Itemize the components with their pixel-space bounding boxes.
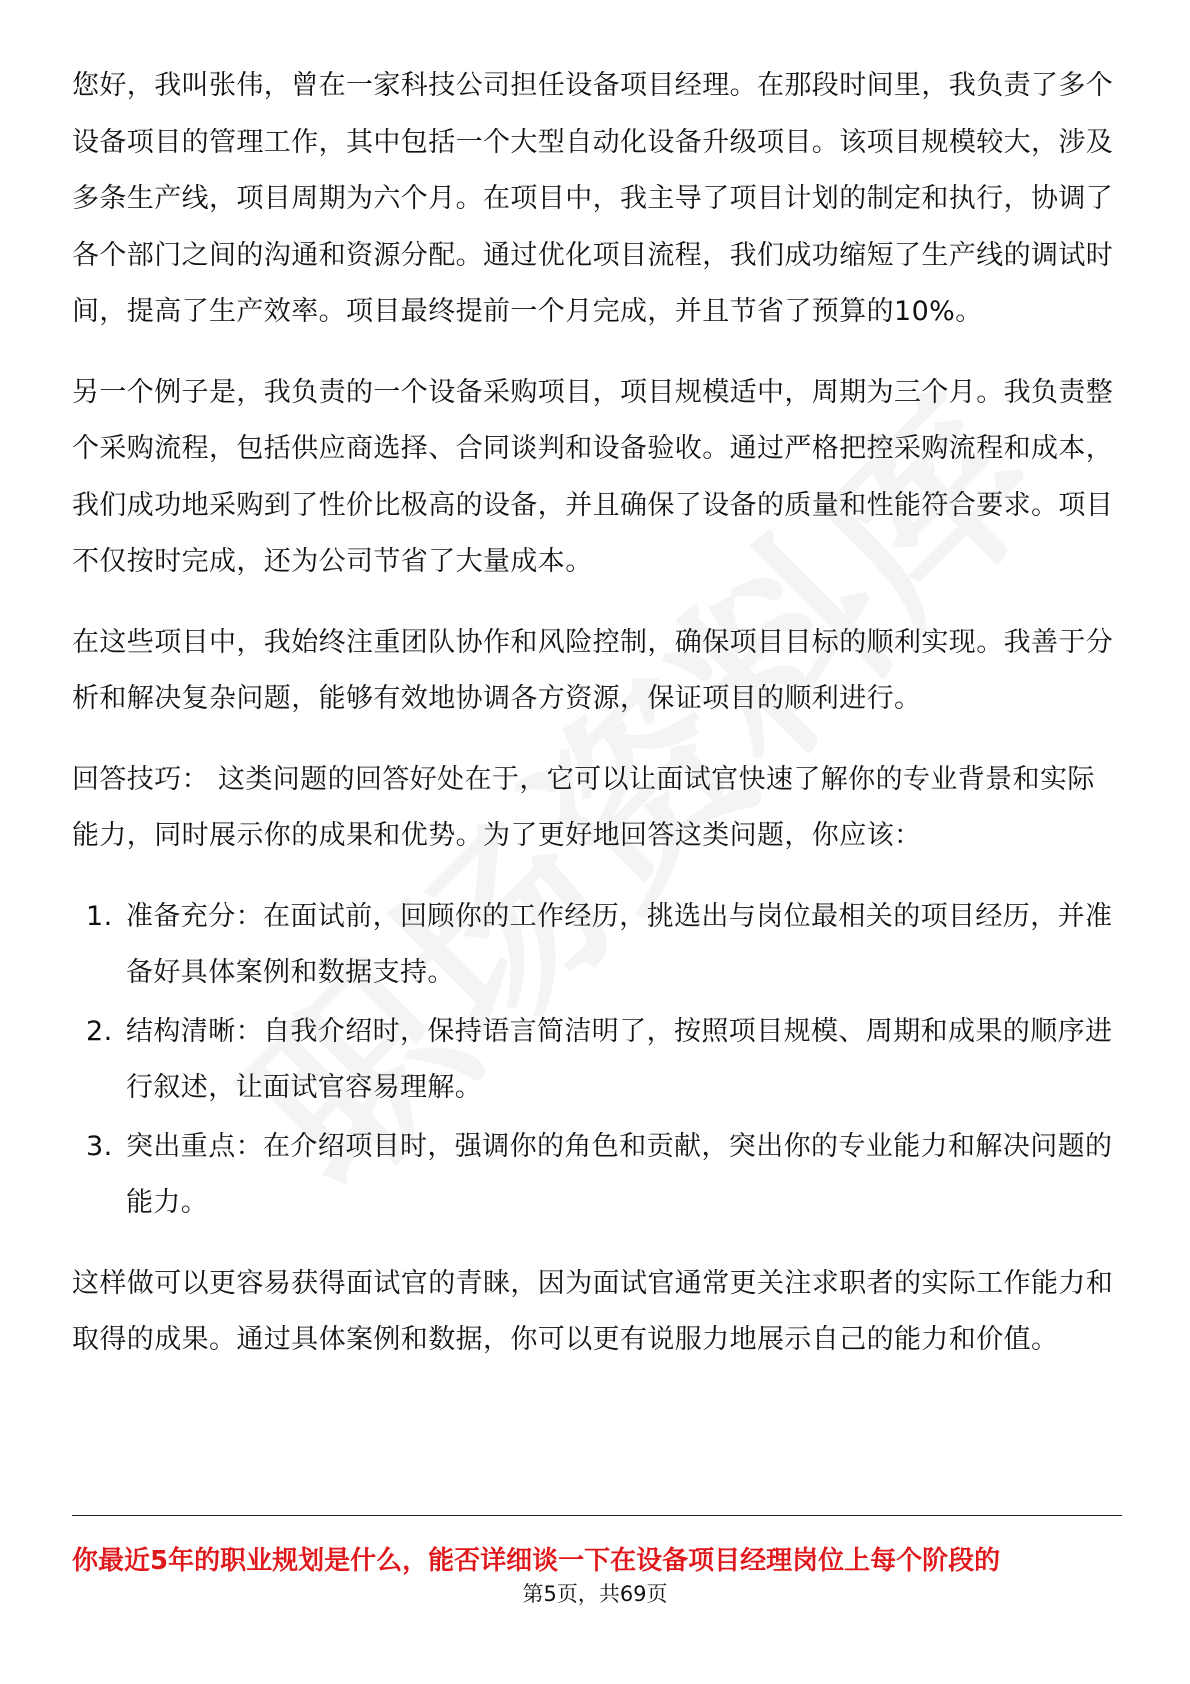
list-item bbox=[72, 889, 1122, 1002]
list-item bbox=[72, 1119, 1122, 1232]
list-item-number: 3. bbox=[86, 1130, 113, 1162]
page-number: 第5页，共69页 bbox=[522, 1582, 668, 1606]
section-divider bbox=[72, 1515, 1122, 1516]
answer-tips-intro: 回答技巧： 这类问题的回答好处在于，它可以让面试官快速了解你的专业背景和实际能力，同时展示你的成果和优势。为了更好地回答这类问题，你应该： bbox=[72, 763, 1095, 851]
list-item-text: 准备充分：在面试前，回顾你的工作经历，挑选出与岗位最相关的项目经历，并准备好具体案例和数据支持。 bbox=[126, 900, 1113, 988]
answer-paragraph-3: 在这些项目中，我始终注重团队协作和风险控制，确保项目目标的顺利实现。我善于分析和解决复杂问题，能够有效地协调各方资源，保证项目的顺利进行。 bbox=[72, 626, 1114, 714]
document-body bbox=[72, 58, 1122, 1369]
closing-paragraph: 这样做可以更容易获得面试官的青睐，因为面试官通常更关注求职者的实际工作能力和取得的成果。通过具体案例和数据，你可以更有说服力地展示自己的能力和价值。 bbox=[72, 1267, 1114, 1355]
answer-paragraph-2: 另一个例子是，我负责的一个设备采购项目，项目规模适中，周期为三个月。我负责整个采购流程，包括供应商选择、合同谈判和设备验收。通过严格把控采购流程和成本，我们成功地采购到了性价比极高的设备，并且确保了设备的质量和性能符合要求。项目不仅按时完成，还为公司节省了大量成本。 bbox=[72, 376, 1114, 577]
next-question-heading: 你最近5年的职业规划是什么，能否详细谈一下在设备项目经理岗位上每个阶段的 bbox=[72, 1546, 1001, 1576]
list-item bbox=[72, 1004, 1122, 1117]
tips-list bbox=[72, 889, 1122, 1232]
list-item-text: 突出重点：在介绍项目时，强调你的角色和贡献，突出你的专业能力和解决问题的能力。 bbox=[126, 1130, 1113, 1218]
list-item-number: 2. bbox=[86, 1015, 113, 1047]
list-item-text: 结构清晰：自我介绍时，保持语言简洁明了，按照项目规模、周期和成果的顺序进行叙述，让面试官容易理解。 bbox=[126, 1015, 1113, 1103]
answer-paragraph-1: 您好，我叫张伟，曾在一家科技公司担任设备项目经理。在那段时间里，我负责了多个设备项目的管理工作，其中包括一个大型自动化设备升级项目。该项目规模较大，涉及多条生产线，项目周期为六个月。在项目中，我主导了项目计划的制定和执行，协调了各个部门之间的沟通和资源分配。通过优化项目流程，我们成功缩短了生产线的调试时间，提高了生产效率。项目最终提前一个月完成，并且节省了预算的10%。 bbox=[72, 70, 1114, 327]
list-item-number: 1. bbox=[86, 900, 113, 932]
